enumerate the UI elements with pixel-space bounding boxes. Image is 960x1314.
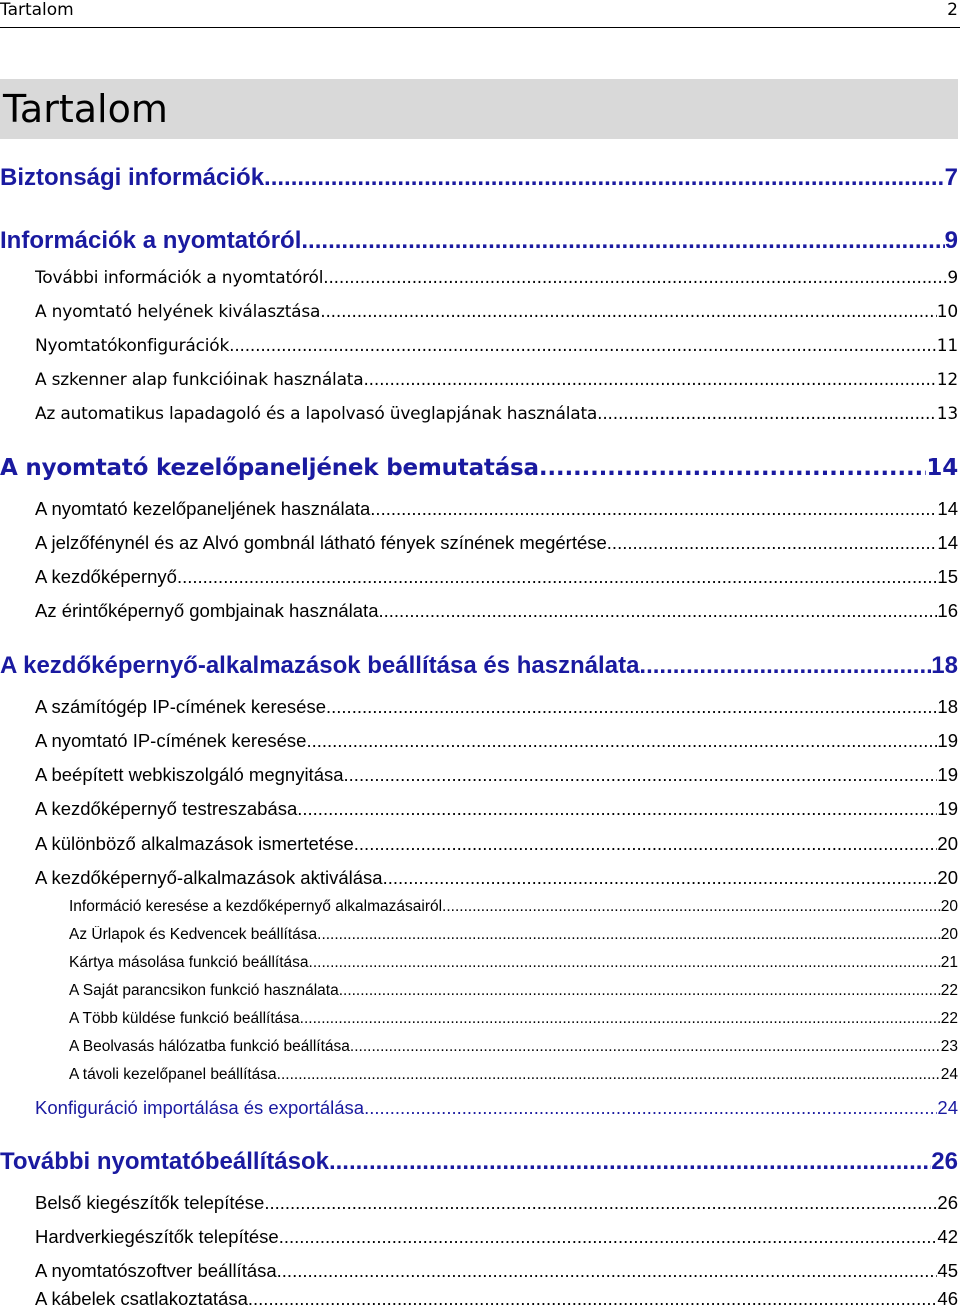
toc-entry-informaciok-a-nyomtatorol[interactable]: Információk a nyomtatóról ..... 9 <box>0 227 958 261</box>
toc-entry-kartya-masolasa[interactable]: Kártya másolása funkció beállítása ..... 21 <box>69 954 958 976</box>
toc-entry-nyomtatoszoftver[interactable]: A nyomtatószoftver beállítása ..... 45 <box>35 1260 958 1286</box>
toc-entry-tovabbi-informaciok[interactable]: További információk a nyomtatóról ..... 9 <box>35 268 958 294</box>
toc-entry-automatikus-lapadagolo[interactable]: Az automatikus lapadagoló és a lapolvasó üveglapjának használata ..... 13 <box>35 404 958 430</box>
running-header-page-number: 2 <box>947 0 958 20</box>
toc-entry-beolvasas-halozatba[interactable]: A Beolvasás hálózatba funkció beállítása ..... 23 <box>69 1038 958 1060</box>
toc-entry-kezelopanel-bemutatasa[interactable]: A nyomtató kezelőpaneljének bemutatása ..... 14 <box>0 455 958 489</box>
toc-entry-nyomtato-ip-cime[interactable]: A nyomtató IP-címének keresése ..... 19 <box>35 730 958 756</box>
toc-title: Tartalom <box>3 87 168 131</box>
toc-entry-nyomtatokonfiguraciok[interactable]: Nyomtatókonfigurációk ..... 11 <box>35 336 958 362</box>
toc-entry-szamitogep-ip-cime[interactable]: A számítógép IP-címének keresése ..... 18 <box>35 696 958 722</box>
toc-entry-kezdokepernyo-alkalmazasok[interactable]: A kezdőképernyő-alkalmazások beállítása és használata ..... 18 <box>0 652 958 686</box>
toc-entry-kulonbozo-alkalmazasok[interactable]: A különböző alkalmazások ismertetése ..... 20 <box>35 833 958 859</box>
toc-entry-tavoli-kezelopanel[interactable]: A távoli kezelőpanel beállítása ..... 24 <box>69 1066 958 1088</box>
toc-entry-konfiguracio-importalasa[interactable]: Konfiguráció importálása és exportálása ..... 24 <box>35 1097 958 1123</box>
toc-entry-alkalmazasok-aktivalasa[interactable]: A kezdőképernyő-alkalmazások aktiválása ..... 20 <box>35 867 958 893</box>
toc-entry-belso-kiegeszitok[interactable]: Belső kiegészítők telepítése ..... 26 <box>35 1192 958 1218</box>
toc-entry-sajat-parancsikon[interactable]: A Saját parancsikon funkció használata ..... 22 <box>69 982 958 1004</box>
toc-entry-erintokepernyo-gombjai[interactable]: Az érintőképernyő gombjainak használata ..... 16 <box>35 600 958 626</box>
header-rule <box>0 27 960 28</box>
toc-entry-urlapok-kedvencek[interactable]: Az Űrlapok és Kedvencek beállítása ..... 20 <box>69 926 958 948</box>
toc-entry-tobb-kuldese[interactable]: A Több küldése funkció beállítása ..... 22 <box>69 1010 958 1032</box>
toc-entry-kezdokepernyo-testreszabasa[interactable]: A kezdőképernyő testreszabása ..... 19 <box>35 798 958 824</box>
toc-entry-hardverkiegeszitok[interactable]: Hardverkiegészítők telepítése ..... 42 <box>35 1226 958 1252</box>
running-header <box>0 0 960 20</box>
toc-entry-tovabbi-nyomtatobeallitasok[interactable]: További nyomtatóbeállítások ..... 26 <box>0 1148 958 1182</box>
toc-entry-kabelek-csatlakoztatasa[interactable]: A kábelek csatlakoztatása ..... 46 <box>35 1288 958 1312</box>
toc-entry-biztonsagi-informaciok[interactable]: Biztonsági információk ..... 7 <box>0 164 958 198</box>
toc-entry-kezdokepernyo[interactable]: A kezdőképernyő ..... 15 <box>35 566 958 592</box>
toc-entry-szkenner-alap-funkcioi[interactable]: A szkenner alap funkcióinak használata ..... 12 <box>35 370 958 396</box>
toc-entry-jelzofeny-szinek[interactable]: A jelzőfénynél és az Alvó gombnál látható fények színének megértése ..... 14 <box>35 532 958 558</box>
toc-entry-kezelopanel-hasznalata[interactable]: A nyomtató kezelőpaneljének használata ..... 14 <box>35 498 958 524</box>
toc-entry-beepitett-webkiszolgalo[interactable]: A beépített webkiszolgáló megnyitása ..... 19 <box>35 764 958 790</box>
toc-entry-nyomtato-helyenek-kivalasztasa[interactable]: A nyomtató helyének kiválasztása ..... 10 <box>35 302 958 328</box>
running-header-title: Tartalom <box>0 0 74 20</box>
toc-entry-informacio-keresese[interactable]: Információ keresése a kezdőképernyő alkalmazásairól ..... 20 <box>69 898 958 920</box>
